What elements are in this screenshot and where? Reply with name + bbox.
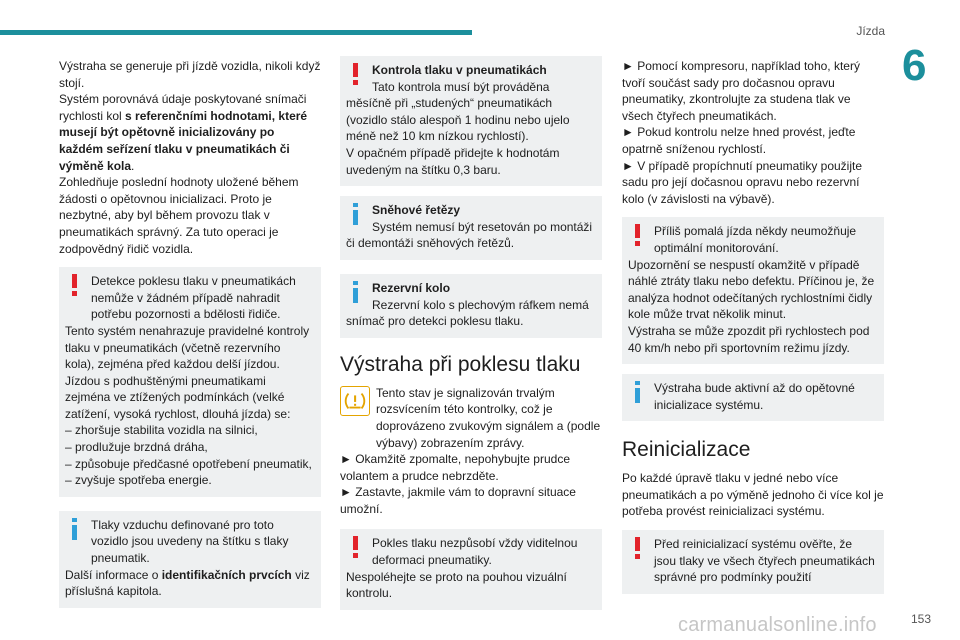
header-accent-bar xyxy=(0,30,472,35)
info-icon xyxy=(350,280,362,304)
section-heading: Reinicializace xyxy=(622,438,751,462)
step: ► V případě propíchnutí pneumatiky použijte sadu pro její dočasnou opravu nebo rezervní kolo (v závislosti na výbavě). xyxy=(622,158,863,206)
tyre-pressure-warning-icon xyxy=(340,386,370,416)
chapter-number: 6 xyxy=(902,41,927,90)
column-3 xyxy=(622,58,884,603)
step: ► Pomocí kompresoru, například toho, který tvoří součást sady pro dočasnou opravu pneumatiky, zkontrolujte za studena tlak ve všech čtyřech pneumatikách. xyxy=(622,59,860,123)
warning-exclamation-icon xyxy=(350,62,362,86)
info-box: Tlaky vzduchu definované pro toto vozidlo jsou uvedeny na štítku s tlaky pneumatik. Další informace o identifikačních prvcích viz příslušná kapitola. xyxy=(59,511,321,608)
alert-description: Tento stav je signalizován trvalým rozsvícením této kontrolky, což je doprovázeno zvukovým signálem a (podle výbavy) zobrazením zprávy. xyxy=(340,385,602,451)
section-title: Jízda xyxy=(856,24,885,38)
step: ► Zastavte, jakmile vám to dopravní situace umožní. xyxy=(340,485,576,516)
warning-box: Kontrola tlaku v pneumatikách Tato kontrola musí být prováděna měsíčně při „studených“ pneumatikách (vozidlo stálo alespoň 1 hodinu nebo ujelo méně než 10 km nízkou rychlostí). V opačném případě přidejte k hodnotám uvedeným na štítku 0,3 baru. xyxy=(340,56,602,186)
warning-exclamation-icon xyxy=(632,223,644,247)
page-number: 153 xyxy=(910,612,931,626)
warning-exclamation-icon xyxy=(350,535,362,559)
warning-exclamation-icon xyxy=(69,273,81,297)
warning-box: Detekce poklesu tlaku v pneumatikách nemůže v žádném případě nahradit potřebu pozornosti a bdělosti řidiče. Tento systém nenahrazuje pravidelné kontroly tlaku v pneumatikách (včetně rezervního kola), zejména před každou delší jízdou. Jízdou s podhuštěnými pneumatikami zejména ve ztížených podmínkách (velké zatížení, vysoká rychlost, dlouhá jízda) se: – zhoršuje stabilita vozidla na silnici, – prodlužuje brzdná dráha, – způsobuje předčasné opotřebení pneumatik, – zvyšuje spotřeba energie. xyxy=(59,267,321,497)
column-2 xyxy=(340,58,602,619)
watermark: carmanualsonline.info xyxy=(678,614,877,636)
info-box-snow-chains: Sněhové řetězy Systém nemusí být resetován po montáži či demontáži sněhových řetězů. xyxy=(340,196,602,260)
step: ► Pokud kontrolu nelze hned provést, jeďte opatrně sníženou rychlostí. xyxy=(622,125,856,156)
paragraph: Výstraha se generuje při jízdě vozidla, nikoli když stojí. xyxy=(59,59,321,90)
column-1 xyxy=(59,58,321,617)
section-heading: Výstraha při poklesu tlaku xyxy=(340,352,581,376)
warning-box: Před reinicializací systému ověřte, že jsou tlaky ve všech čtyřech pneumatikách správné pro podmínky použití xyxy=(622,530,884,594)
paragraph: Po každé úpravě tlaku v jedné nebo více pneumatikách a po výměně jednoho či více kol je potřeba provést reinicializaci systému. xyxy=(622,471,884,519)
warning-box: Pokles tlaku nezpůsobí vždy viditelnou deformaci pneumatiky. Nespoléhejte se proto na pouhou vizuální kontrolu. xyxy=(340,529,602,609)
info-box-spare-wheel: Rezervní kolo Rezervní kolo s plechovým ráfkem nemá snímač pro detekci poklesu tlaku. xyxy=(340,274,602,338)
step: ► Okamžitě zpomalte, nepohybujte prudce volantem a prudce nebrzděte. xyxy=(340,452,570,483)
info-icon xyxy=(632,380,644,404)
warning-exclamation-icon xyxy=(632,536,644,560)
paragraph: Systém porovnává údaje poskytované snímači rychlosti kol s referenčními hodnotami, které musejí být opětovně inicializovány po každém seřízení tlaku v pneumatikách či výměně kola. xyxy=(59,92,308,173)
warning-box: Příliš pomalá jízda někdy neumožňuje optimální monitorování. Upozornění se nespustí okamžitě v případě náhlé ztráty tlaku nebo defektu. Příčinou je, že analýza hodnot odečítaných rychlostními čidly kole může trvat několik minut. Výstraha se může zpozdit při rychlostech pod 40 km/h nebo při sportovním režimu jízdy. xyxy=(622,217,884,364)
paragraph: Zohledňuje poslední hodnoty uložené během žádosti o opětovnou inicializaci. Proto je nezbytné, aby byl během provozu tlak v pneumatikách správný. Za tuto operaci je zodpovědný řidič vozidla. xyxy=(59,175,299,256)
info-box: Výstraha bude aktivní až do opětovné inicializace systému. xyxy=(622,374,884,421)
info-icon xyxy=(350,202,362,226)
info-icon xyxy=(69,517,81,541)
